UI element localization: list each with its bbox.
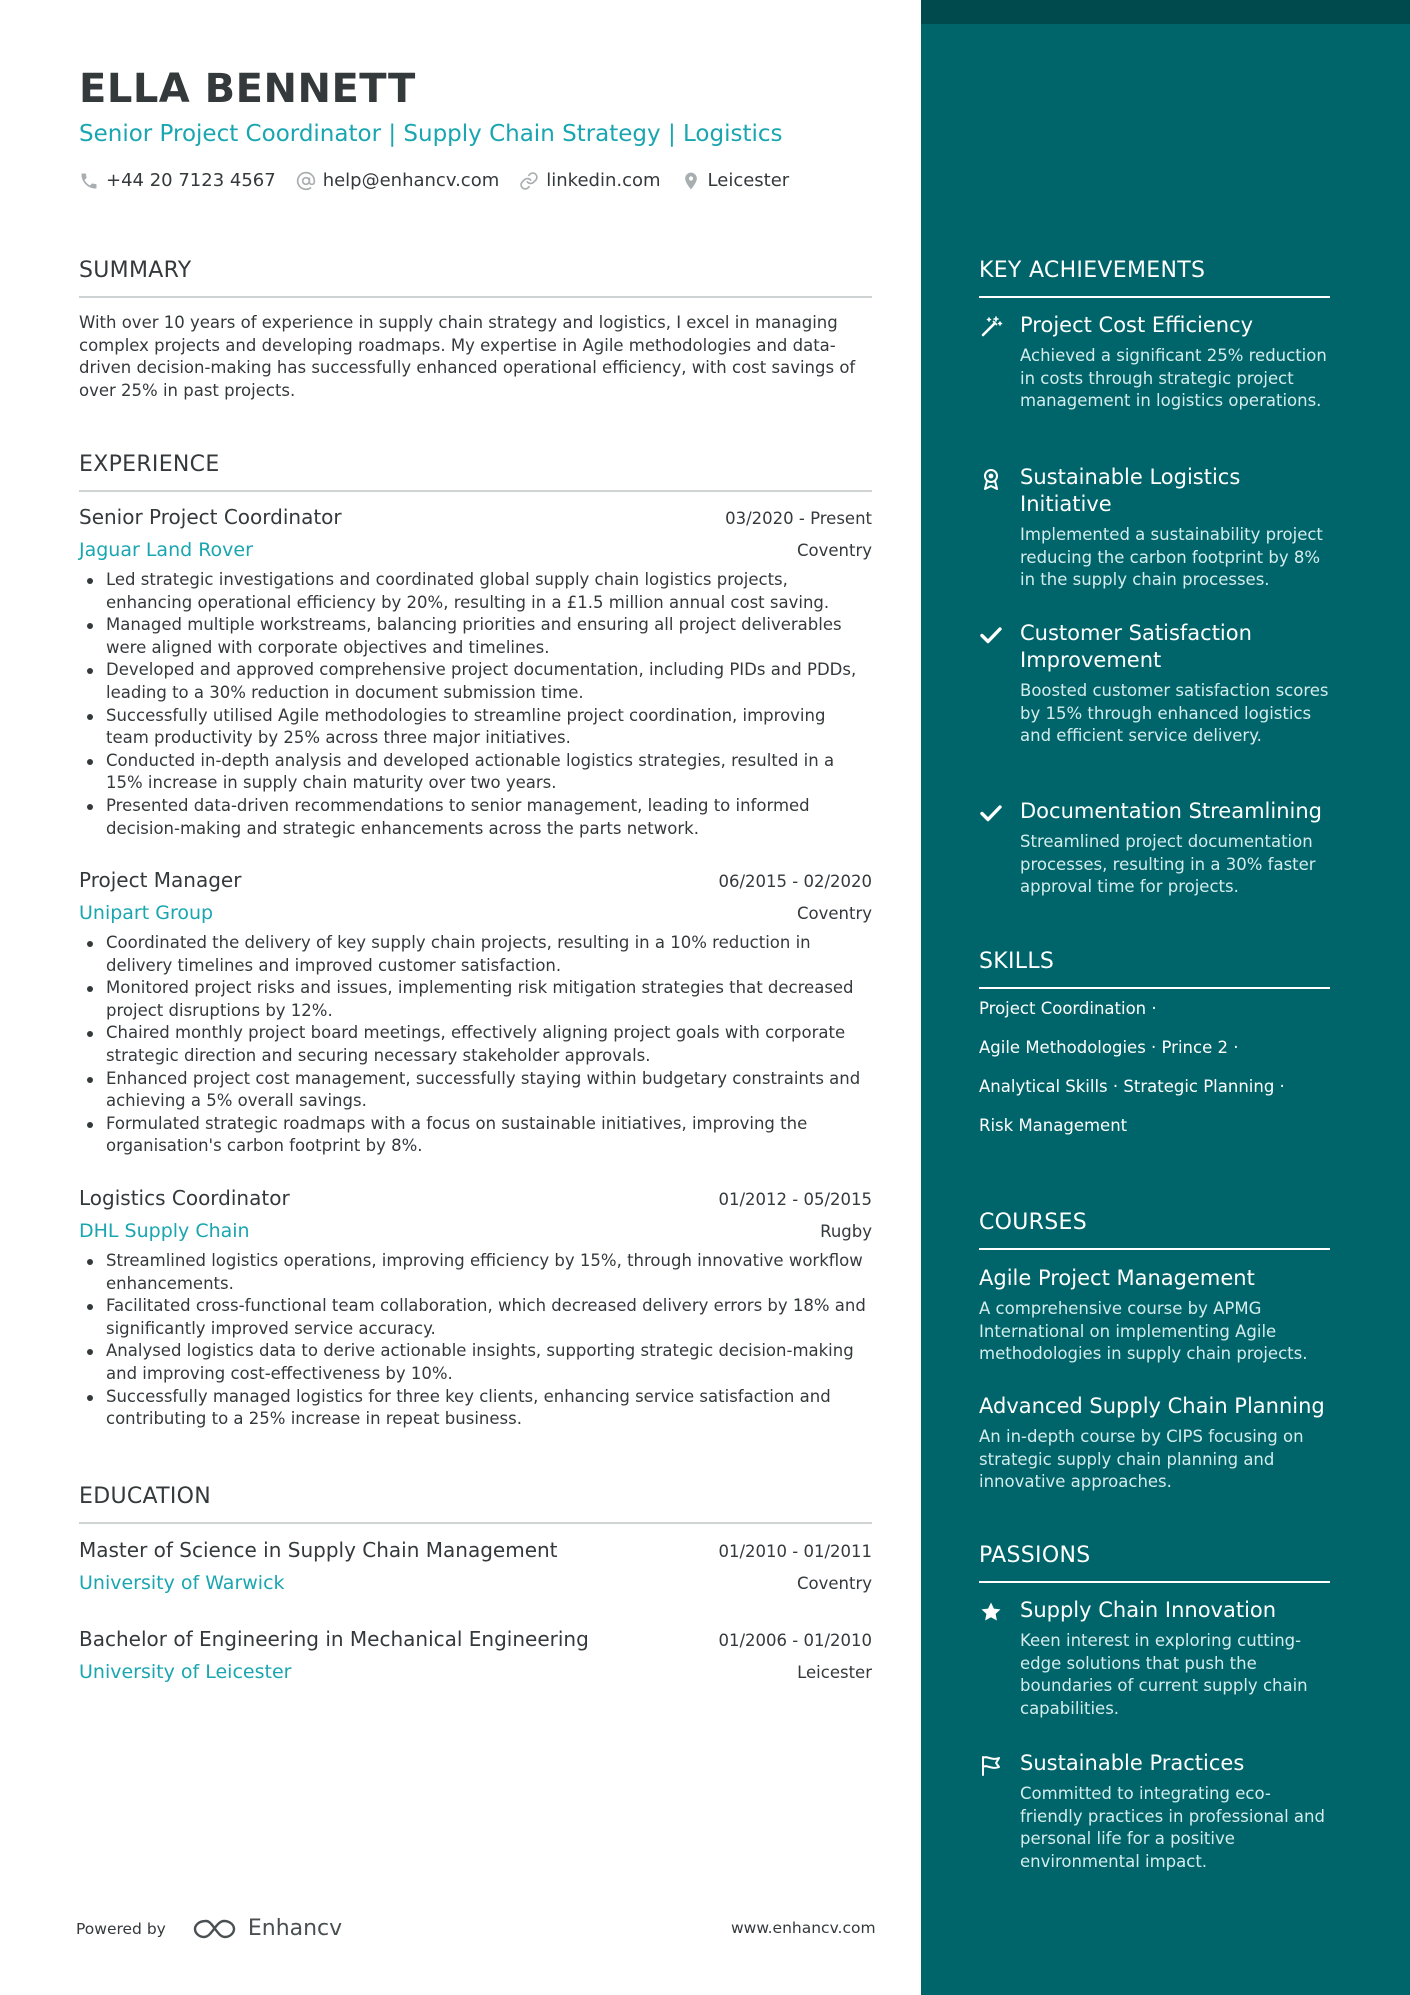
achievement-title: Documentation Streamlining	[1020, 799, 1322, 823]
magic-wand-icon	[979, 315, 1003, 339]
contact-linkedin[interactable]	[519, 170, 660, 191]
passion-item	[979, 1750, 1330, 1873]
checkmark-icon	[979, 801, 1003, 825]
job-bullets	[79, 569, 872, 840]
footer-website[interactable]: www.enhancv.com	[731, 1919, 876, 1937]
bullet-item: Developed and approved comprehensive project documentation, including PIDs and PDDs, leading to a 30% reduction in document submission time.	[79, 659, 872, 704]
job-location: Rugby	[820, 1222, 872, 1241]
job-entry	[79, 1186, 872, 1431]
education-heading: EDUCATION	[79, 1484, 872, 1524]
education-entry	[79, 1538, 872, 1602]
footer-powered-by	[76, 1916, 342, 1941]
achievements-heading: KEY ACHIEVEMENTS	[979, 258, 1330, 298]
achievement-title: Sustainable Logistics Initiative	[1020, 465, 1241, 516]
education-dates: 01/2010 - 01/2011	[718, 1542, 872, 1561]
at-sign-icon	[296, 171, 316, 191]
job-entry	[79, 505, 872, 840]
skills-heading: SKILLS	[979, 949, 1330, 989]
bullet-item: Conducted in-depth analysis and developed actionable logistics strategies, resulted in a 15% increase in supply chain maturity over two years.	[79, 750, 872, 795]
contact-email[interactable]	[296, 170, 500, 191]
bullet-item: Chaired monthly project board meetings, effectively aligning project goals with corporate strategic direction and securing necessary stakeholder approvals.	[79, 1022, 872, 1067]
skill-line: Risk Management	[979, 1116, 1128, 1135]
location-text: Leicester	[707, 170, 790, 191]
achievement-title: Customer Satisfaction Improvement	[1020, 621, 1252, 672]
achievement-desc: Achieved a significant 25% reduction in costs through strategic project management in logistics operations.	[1020, 346, 1327, 411]
summary-heading: SUMMARY	[79, 258, 872, 298]
summary-text: With over 10 years of experience in supply chain strategy and logistics, I excel in managing complex projects and developing roadmaps. My expertise in Agile methodologies and data-driven decision-making has successfully enhanced operational efficiency, with cost savings of over 25% in past projects.	[79, 313, 856, 400]
job-dates: 03/2020 - Present	[725, 509, 872, 528]
linkedin-text: linkedin.com	[546, 170, 661, 191]
email-text: help@enhancv.com	[322, 170, 500, 191]
job-entry	[79, 868, 872, 1158]
sidebar-top-band	[921, 0, 1410, 24]
school-name: University of Warwick	[79, 1572, 285, 1594]
bullet-item: Monitored project risks and issues, implementing risk mitigation strategies that decreased project disruptions by 12%.	[79, 977, 872, 1022]
job-company: Jaguar Land Rover	[79, 539, 253, 561]
job-company: DHL Supply Chain	[79, 1220, 250, 1242]
passion-title: Supply Chain Innovation	[1020, 1598, 1277, 1622]
achievement-item	[979, 312, 1330, 413]
achievement-desc: Streamlined project documentation processes, resulting in a 30% faster approval time for projects.	[1020, 832, 1316, 897]
education-dates: 01/2006 - 01/2010	[718, 1631, 872, 1650]
degree-title: Master of Science in Supply Chain Management	[79, 1538, 558, 1562]
job-bullets	[79, 932, 872, 1158]
courses-heading: COURSES	[979, 1210, 1330, 1250]
enhancv-logo-icon	[192, 1917, 238, 1941]
skill-line: Analytical Skills · Strategic Planning ·	[979, 1077, 1285, 1096]
course-desc: An in-depth course by CIPS focusing on strategic supply chain planning and innovative approaches.	[979, 1427, 1304, 1492]
phone-text: +44 20 7123 4567	[106, 170, 276, 191]
bullet-item: Streamlined logistics operations, improving efficiency by 15%, through innovative workflow enhancements.	[79, 1250, 872, 1295]
bullet-item: Presented data-driven recommendations to senior management, leading to informed decision-making and strategic enhancements across the parts network.	[79, 795, 872, 840]
contact-phone[interactable]	[79, 170, 276, 191]
course-desc: A comprehensive course by APMG International on implementing Agile methodologies in supply chain projects.	[979, 1299, 1308, 1364]
passion-desc: Keen interest in exploring cutting-edge solutions that push the boundaries of current supply chain capabilities.	[1020, 1631, 1308, 1718]
achievement-title: Project Cost Efficiency	[1020, 313, 1254, 337]
candidate-title: Senior Project Coordinator | Supply Chain Strategy | Logistics	[79, 121, 783, 147]
star-icon	[979, 1600, 1003, 1624]
achievement-item	[979, 464, 1330, 592]
education-location: Leicester	[797, 1663, 872, 1682]
bullet-item: Led strategic investigations and coordinated global supply chain logistics projects, enhancing operational efficiency by 20%, resulting in a £1.5 million annual cost saving.	[79, 569, 872, 614]
course-item	[979, 1393, 1330, 1494]
school-name: University of Leicester	[79, 1661, 292, 1683]
powered-by-text: Powered by	[76, 1919, 166, 1938]
job-dates: 06/2015 - 02/2020	[718, 872, 872, 891]
passion-desc: Committed to integrating eco-friendly practices in professional and personal life for a positive environmental impact.	[1020, 1784, 1325, 1871]
job-dates: 01/2012 - 05/2015	[718, 1190, 872, 1209]
passion-item	[979, 1597, 1330, 1720]
job-location: Coventry	[796, 904, 872, 923]
bullet-item: Formulated strategic roadmaps with a focus on sustainable initiatives, improving the organisation's carbon footprint by 8%.	[79, 1113, 872, 1158]
location-pin-icon	[681, 171, 701, 191]
achievement-item	[979, 620, 1330, 748]
bullet-item: Successfully managed logistics for three key clients, enhancing service satisfaction and contributing to a 25% increase in repeat business.	[79, 1386, 872, 1431]
link-icon	[519, 171, 539, 191]
skills-list	[979, 996, 1330, 1152]
course-title: Advanced Supply Chain Planning	[979, 1394, 1325, 1418]
skill-line: Project Coordination ·	[979, 999, 1157, 1018]
education-entry	[79, 1627, 872, 1691]
enhancv-logo[interactable]	[192, 1916, 342, 1941]
skill-line: Agile Methodologies · Prince 2 ·	[979, 1038, 1239, 1057]
bullet-item: Successfully utilised Agile methodologies to streamline project coordination, improving team productivity by 25% across three major initiatives.	[79, 705, 872, 750]
bullet-item: Coordinated the delivery of key supply chain projects, resulting in a 10% reduction in delivery timelines and improved customer satisfaction.	[79, 932, 872, 977]
bullet-item: Facilitated cross-functional team collaboration, which decreased delivery errors by 18% and significantly improved service accuracy.	[79, 1295, 872, 1340]
brand-text: Enhancv	[247, 1916, 343, 1941]
job-location: Coventry	[796, 541, 872, 560]
achievement-item	[979, 798, 1330, 899]
course-title: Agile Project Management	[979, 1266, 1255, 1290]
achievement-desc: Boosted customer satisfaction scores by 15% through enhanced logistics and efficient service delivery.	[1020, 681, 1329, 746]
job-role: Senior Project Coordinator	[79, 505, 342, 529]
experience-heading: EXPERIENCE	[79, 452, 872, 492]
bullet-item: Enhanced project cost management, successfully staying within budgetary constraints and achieving a 5% overall savings.	[79, 1068, 872, 1113]
bullet-item: Managed multiple workstreams, balancing priorities and ensuring all project deliverables were aligned with corporate objectives and timelines.	[79, 614, 872, 659]
job-bullets	[79, 1250, 872, 1431]
education-location: Coventry	[796, 1574, 872, 1593]
passions-heading: PASSIONS	[979, 1543, 1330, 1583]
award-icon	[979, 467, 1003, 491]
bullet-item: Analysed logistics data to derive actionable insights, supporting strategic decision-making and improving cost-effectiveness by 10%.	[79, 1340, 872, 1385]
flag-icon	[979, 1753, 1003, 1777]
contact-bar	[79, 170, 809, 191]
checkmark-icon	[979, 623, 1003, 647]
job-company: Unipart Group	[79, 902, 214, 924]
contact-location	[681, 170, 790, 191]
job-role: Project Manager	[79, 868, 242, 892]
phone-icon	[79, 171, 99, 191]
candidate-name: ELLA BENNETT	[79, 66, 416, 112]
achievement-desc: Implemented a sustainability project reducing the carbon footprint by 8% in the supply chain processes.	[1020, 525, 1323, 590]
passion-title: Sustainable Practices	[1020, 1751, 1245, 1775]
job-role: Logistics Coordinator	[79, 1186, 290, 1210]
course-item	[979, 1265, 1330, 1366]
degree-title: Bachelor of Engineering in Mechanical Engineering	[79, 1627, 589, 1651]
